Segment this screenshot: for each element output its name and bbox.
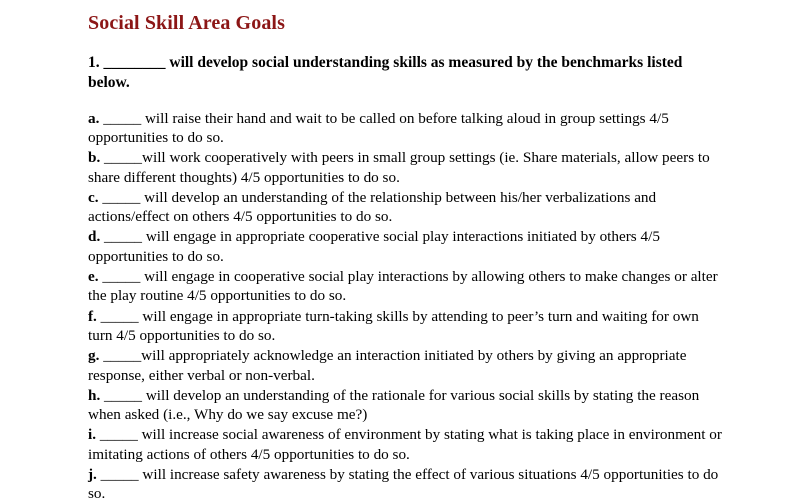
page-title: Social Skill Area Goals xyxy=(88,12,285,34)
list-item xyxy=(88,188,724,227)
benchmark-text: will develop an understanding of the relationship between his/her verbalizations and actions/effect on others 4/5 opportunities to do so. xyxy=(88,188,657,226)
list-item xyxy=(88,465,724,504)
list-item xyxy=(88,267,724,306)
benchmark-marker: c. xyxy=(88,188,99,206)
benchmark-text: will develop an understanding of the rationale for various social skills by stating the reason when asked (i.e., Why do we say excuse me?) xyxy=(88,386,700,424)
benchmark-marker: i. xyxy=(88,426,97,444)
benchmark-text: will work cooperatively with peers in small group settings (ie. Share materials, allow peers to share different thoughts) 4/5 opportunities to do so. xyxy=(88,149,710,186)
benchmark-blank: _____ xyxy=(96,426,142,444)
benchmark-text: will engage in appropriate cooperative social play interactions initiated by others 4/5 opportunities to do so. xyxy=(88,228,660,265)
benchmark-text: will engage in cooperative social play interactions by allowing others to make changes or alter the play routine 4/5 opportunities to do so. xyxy=(88,268,718,305)
benchmark-text: will engage in appropriate turn-taking skills by attending to peer’s turn and waiting for own turn 4/5 opportunities to do so. xyxy=(88,307,699,344)
benchmark-marker: g. xyxy=(88,347,100,365)
benchmark-blank: _____ xyxy=(96,307,143,325)
list-item xyxy=(88,227,724,266)
benchmark-marker: f. xyxy=(88,307,97,325)
benchmark-blank: _____ xyxy=(100,149,143,167)
list-item xyxy=(88,109,724,148)
goal-blank: ________ xyxy=(99,54,170,71)
benchmark-blank: _____ xyxy=(98,188,145,206)
list-item xyxy=(88,386,724,425)
benchmark-blank: _____ xyxy=(100,386,146,404)
benchmark-marker: h. xyxy=(88,386,101,404)
benchmark-blank: _____ xyxy=(96,466,143,483)
list-item xyxy=(88,307,724,346)
benchmark-blank: _____ xyxy=(98,268,145,286)
benchmark-list xyxy=(88,109,724,504)
list-item xyxy=(88,425,724,464)
benchmark-blank: _____ xyxy=(100,228,146,246)
goal-statement xyxy=(88,53,724,93)
list-item xyxy=(88,148,724,187)
list-item xyxy=(88,346,724,385)
benchmark-text: will increase safety awareness by stating the effect of various situations 4/5 opportunities to do so. xyxy=(88,466,719,503)
benchmark-marker: b. xyxy=(88,149,101,167)
benchmark-blank: _____ xyxy=(99,109,145,127)
benchmark-blank: _____ xyxy=(99,347,142,365)
goal-number: 1. xyxy=(88,54,100,71)
benchmark-text: will raise their hand and wait to be called on before talking aloud in group settings 4/5 opportunities to do so. xyxy=(88,109,669,146)
benchmark-marker: e. xyxy=(88,268,99,286)
benchmark-marker: d. xyxy=(88,228,101,246)
benchmark-marker: j. xyxy=(88,466,97,483)
benchmark-marker: a. xyxy=(88,109,100,127)
goal-text: will develop social understanding skills as measured by the benchmarks listed below. xyxy=(88,54,683,91)
benchmark-text: will increase social awareness of environment by stating what is taking place in environment or imitating actions of others 4/5 opportunities to do so. xyxy=(88,426,722,463)
benchmark-text: will appropriately acknowledge an interaction initiated by others by giving an appropriate response, either verbal or non-verbal. xyxy=(88,347,687,384)
